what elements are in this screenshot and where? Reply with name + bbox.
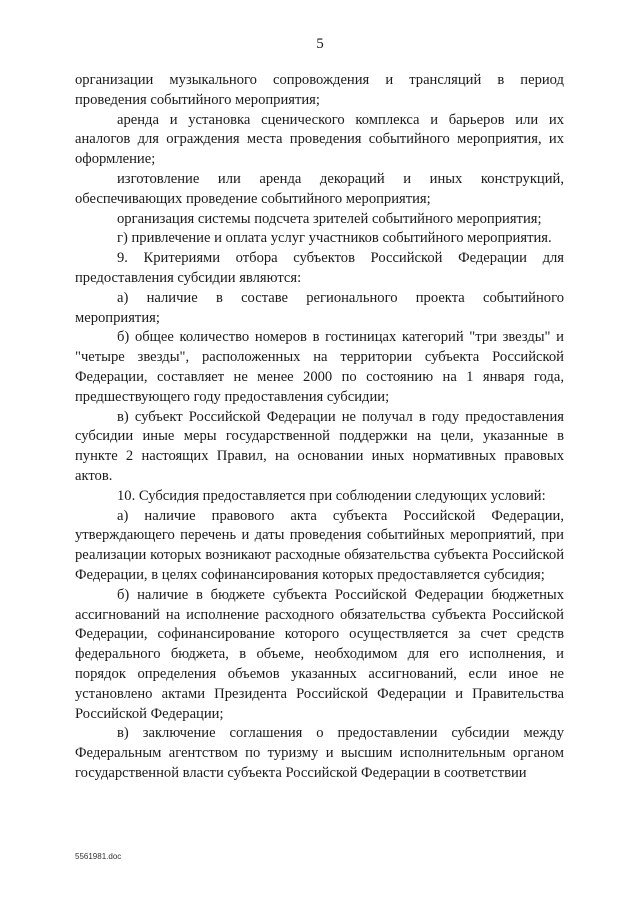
paragraph: организации музыкального сопровождения и трансляций в период проведения событийного мероприятия; [75,72,564,108]
paragraph: в) субъект Российской Федерации не получал в году предоставления субсидии иные меры государственной поддержки на цели, указанные в пункте 2 настоящих Правил, на основании иных нормативных правовых актов. [75,408,564,484]
paragraph: б) наличие в бюджете субъекта Российской Федерации бюджетных ассигнований на исполнение расходного обязательства субъекта Российской Федерации, софинансирование которого осуществляется за счет средств федерального бюджета, в объеме, необходимом для его исполнения, и порядок определения объемов указанных ассигнований, если иное не установлено актами Президента Российской Федерации и Правительства Российской Федерации; [75,586,564,722]
paragraph: изготовление или аренда декораций и иных конструкций, обеспечивающих проведение событийного мероприятия; [75,170,564,207]
paragraph: 9. Критериями отбора субъектов Российской Федерации для предоставления субсидии являются: [75,250,564,286]
paragraph: а) наличие в составе регионального проекта событийного мероприятия; [75,289,564,326]
page-number: 5 [316,36,324,52]
document-body [75,71,564,784]
paragraph: в) заключение соглашения о предоставлении субсидии между Федеральным агентством по туризму и высшим исполнительным органом государственной власти субъекта Российской Федерации в соответствии [75,725,564,781]
paragraph: б) общее количество номеров в гостиницах категорий "три звезды" и "четыре звезды", расположенных на территории субъекта Российской Федерации, составляет не менее 2000 по состоянию на 1 января года, предшествующего году предоставления субсидии; [75,329,564,405]
paragraph: г) привлечение и оплата услуг участников событийного мероприятия. [117,230,552,247]
paragraph: аренда и установка сценического комплекса и барьеров или их аналогов для ограждения места проведения событийного мероприятия, их оформление; [75,111,564,168]
paragraph: а) наличие правового акта субъекта Российской Федерации, утверждающего перечень и даты проведения событийных мероприятий, при реализации которых возникают расходные обязательства субъекта Российской Федерации, в целях софинансирования которых предоставляется субсидия; [75,507,564,583]
paragraph: организация системы подсчета зрителей событийного мероприятия; [117,210,542,227]
file-footer: 5561981.doc [75,852,122,861]
paragraph: 10. Субсидия предоставляется при соблюдении следующих условий: [117,487,546,504]
